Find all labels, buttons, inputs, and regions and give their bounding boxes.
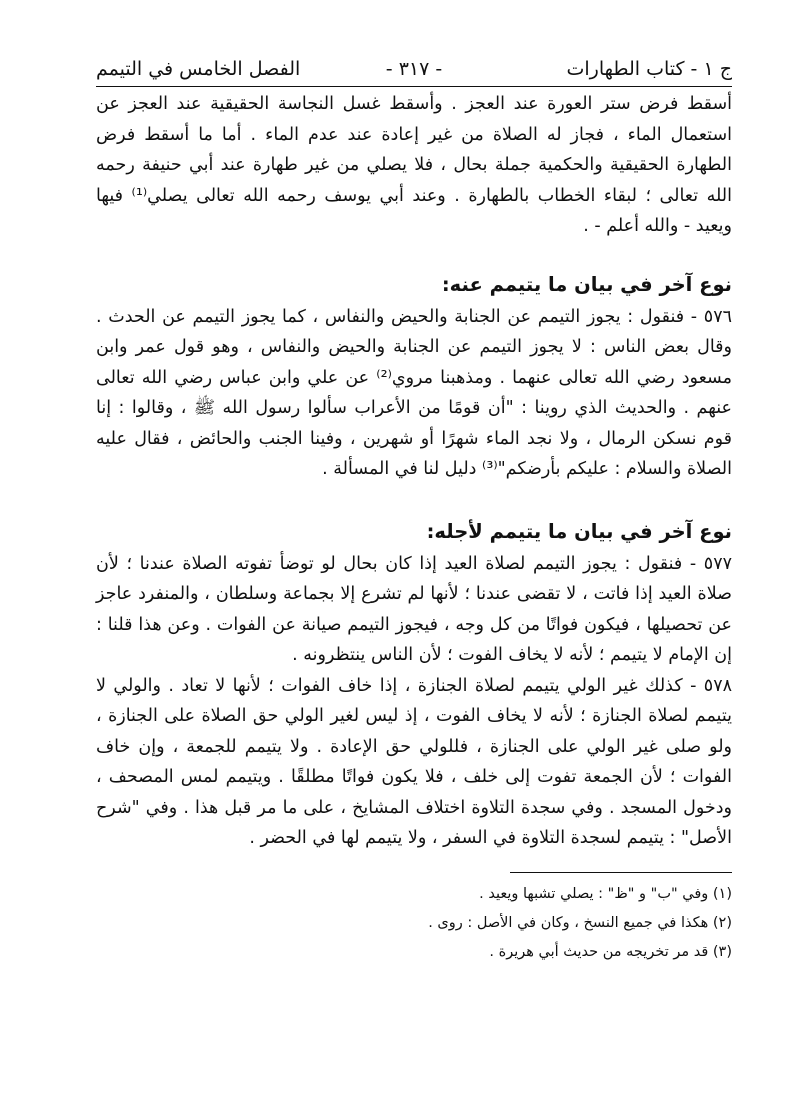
footnote-1: (١) وفي "ب" و "ظ" : يصلي تشبها ويعيد . bbox=[479, 885, 732, 902]
paragraph-577: ٥٧٧ - فنقول : يجوز التيمم لصلاة العيد إذا كان بحال لو توضأ تفوته الصلاة عندنا ؛ لأن صلاة العيد إذا فاتت ، لا تقضى عندنا ؛ لأنها لم تشرع إلا بجماعة وسلطان ، والمنفرد عاجز عن تحصيلها ، فيكون فواتًا من كل وجه ، فيجوز التيمم صيانة عن الفوات . وعن هذا قلنا : إن الإمام لا يتيمم ؛ لأنه لا يخاف الفوت ؛ لأن الناس ينتظرونه . bbox=[96, 553, 732, 665]
footnote-separator bbox=[510, 872, 732, 873]
header-volume-title: ج ١ - كتاب الطهارات bbox=[566, 58, 732, 80]
running-header bbox=[96, 52, 732, 87]
paragraph-578: ٥٧٨ - كذلك غير الولي يتيمم لصلاة الجنازة ، إذا خاف الفوات ؛ لأنها لا تعاد . والولي لا يتيمم لصلاة الجنازة ؛ لأنه لا يخاف الفوت ، إذ ليس لغير الولي حق الصلاة على الجنازة ، ولو صلى غير الولي على الجنازة ، فللولي حق الإعادة . ولا يتيمم للجمعة ، وإن خاف الفوات ؛ لأن الجمعة تفوت إلى خلف ، فلا يكون فواتًا مطلقًا . ويتيمم لمس المصحف ، ودخول المسجد . وفي سجدة التلاوة اختلاف المشايخ ، على ما مر قبل هذا . وفي "شرح الأصل" : يتيمم لسجدة التلاوة في السفر ، ولا يتيمم لها في الحضر . bbox=[96, 675, 732, 848]
section-heading-what-tayammum-is-for: نوع آخر في بيان ما يتيمم لأجله: bbox=[426, 519, 732, 543]
footnote-2: (٢) هكذا في جميع النسخ ، وكان في الأصل : روى . bbox=[428, 914, 732, 931]
header-chapter-title: الفصل الخامس في التيمم bbox=[96, 58, 301, 80]
book-page bbox=[96, 52, 732, 968]
section-heading-what-tayammum-replaces: نوع آخر في بيان ما يتيمم عنه: bbox=[441, 272, 732, 296]
footnote-3: (٣) قد مر تخريجه من حديث أبي هريرة . bbox=[489, 943, 732, 960]
footnotes bbox=[96, 881, 732, 965]
intro-paragraph: أسقط فرض ستر العورة عند العجز . وأسقط غسل النجاسة الحقيقية عند العجز عن استعمال الماء ، فجاز له الصلاة من غير إعادة عند عدم الماء . أما ما أسقط فرض الطهارة الحقيقية والحكمية جملة بحال ، فلا يصلي من غير طهارة عند أبي حنيفة رحمه الله تعالى ؛ لبقاء الخطاب بالطهارة . وعند أبي يوسف رحمه الله تعالى يصلي⁽¹⁾ فيها ويعيد - والله أعلم - . bbox=[96, 94, 732, 236]
paragraph-576: ٥٧٦ - فنقول : يجوز التيمم عن الجنابة والحيض والنفاس ، كما يجوز التيمم عن الحدث . وقال بعض الناس : لا يجوز التيمم عن الجنابة والحيض والنفاس ، وهو قول عمر وابن مسعود رضي الله تعالى عنهما . ومذهبنا مروي⁽²⁾ عن علي وابن عباس رضي الله تعالى عنهم . والحديث الذي روينا : "أن قومًا من الأعراب سألوا رسول الله ﷺ ، وقالوا : إنا قوم نسكن الرمال ، ولا نجد الماء شهرًا أو شهرين ، وفينا الجنب والحائض ، فقال عليه الصلاة والسلام : عليكم بأرضكم"⁽³⁾ دليل لنا في المسألة . bbox=[96, 306, 732, 479]
header-page-number: - ٣١٧ - bbox=[385, 58, 443, 80]
